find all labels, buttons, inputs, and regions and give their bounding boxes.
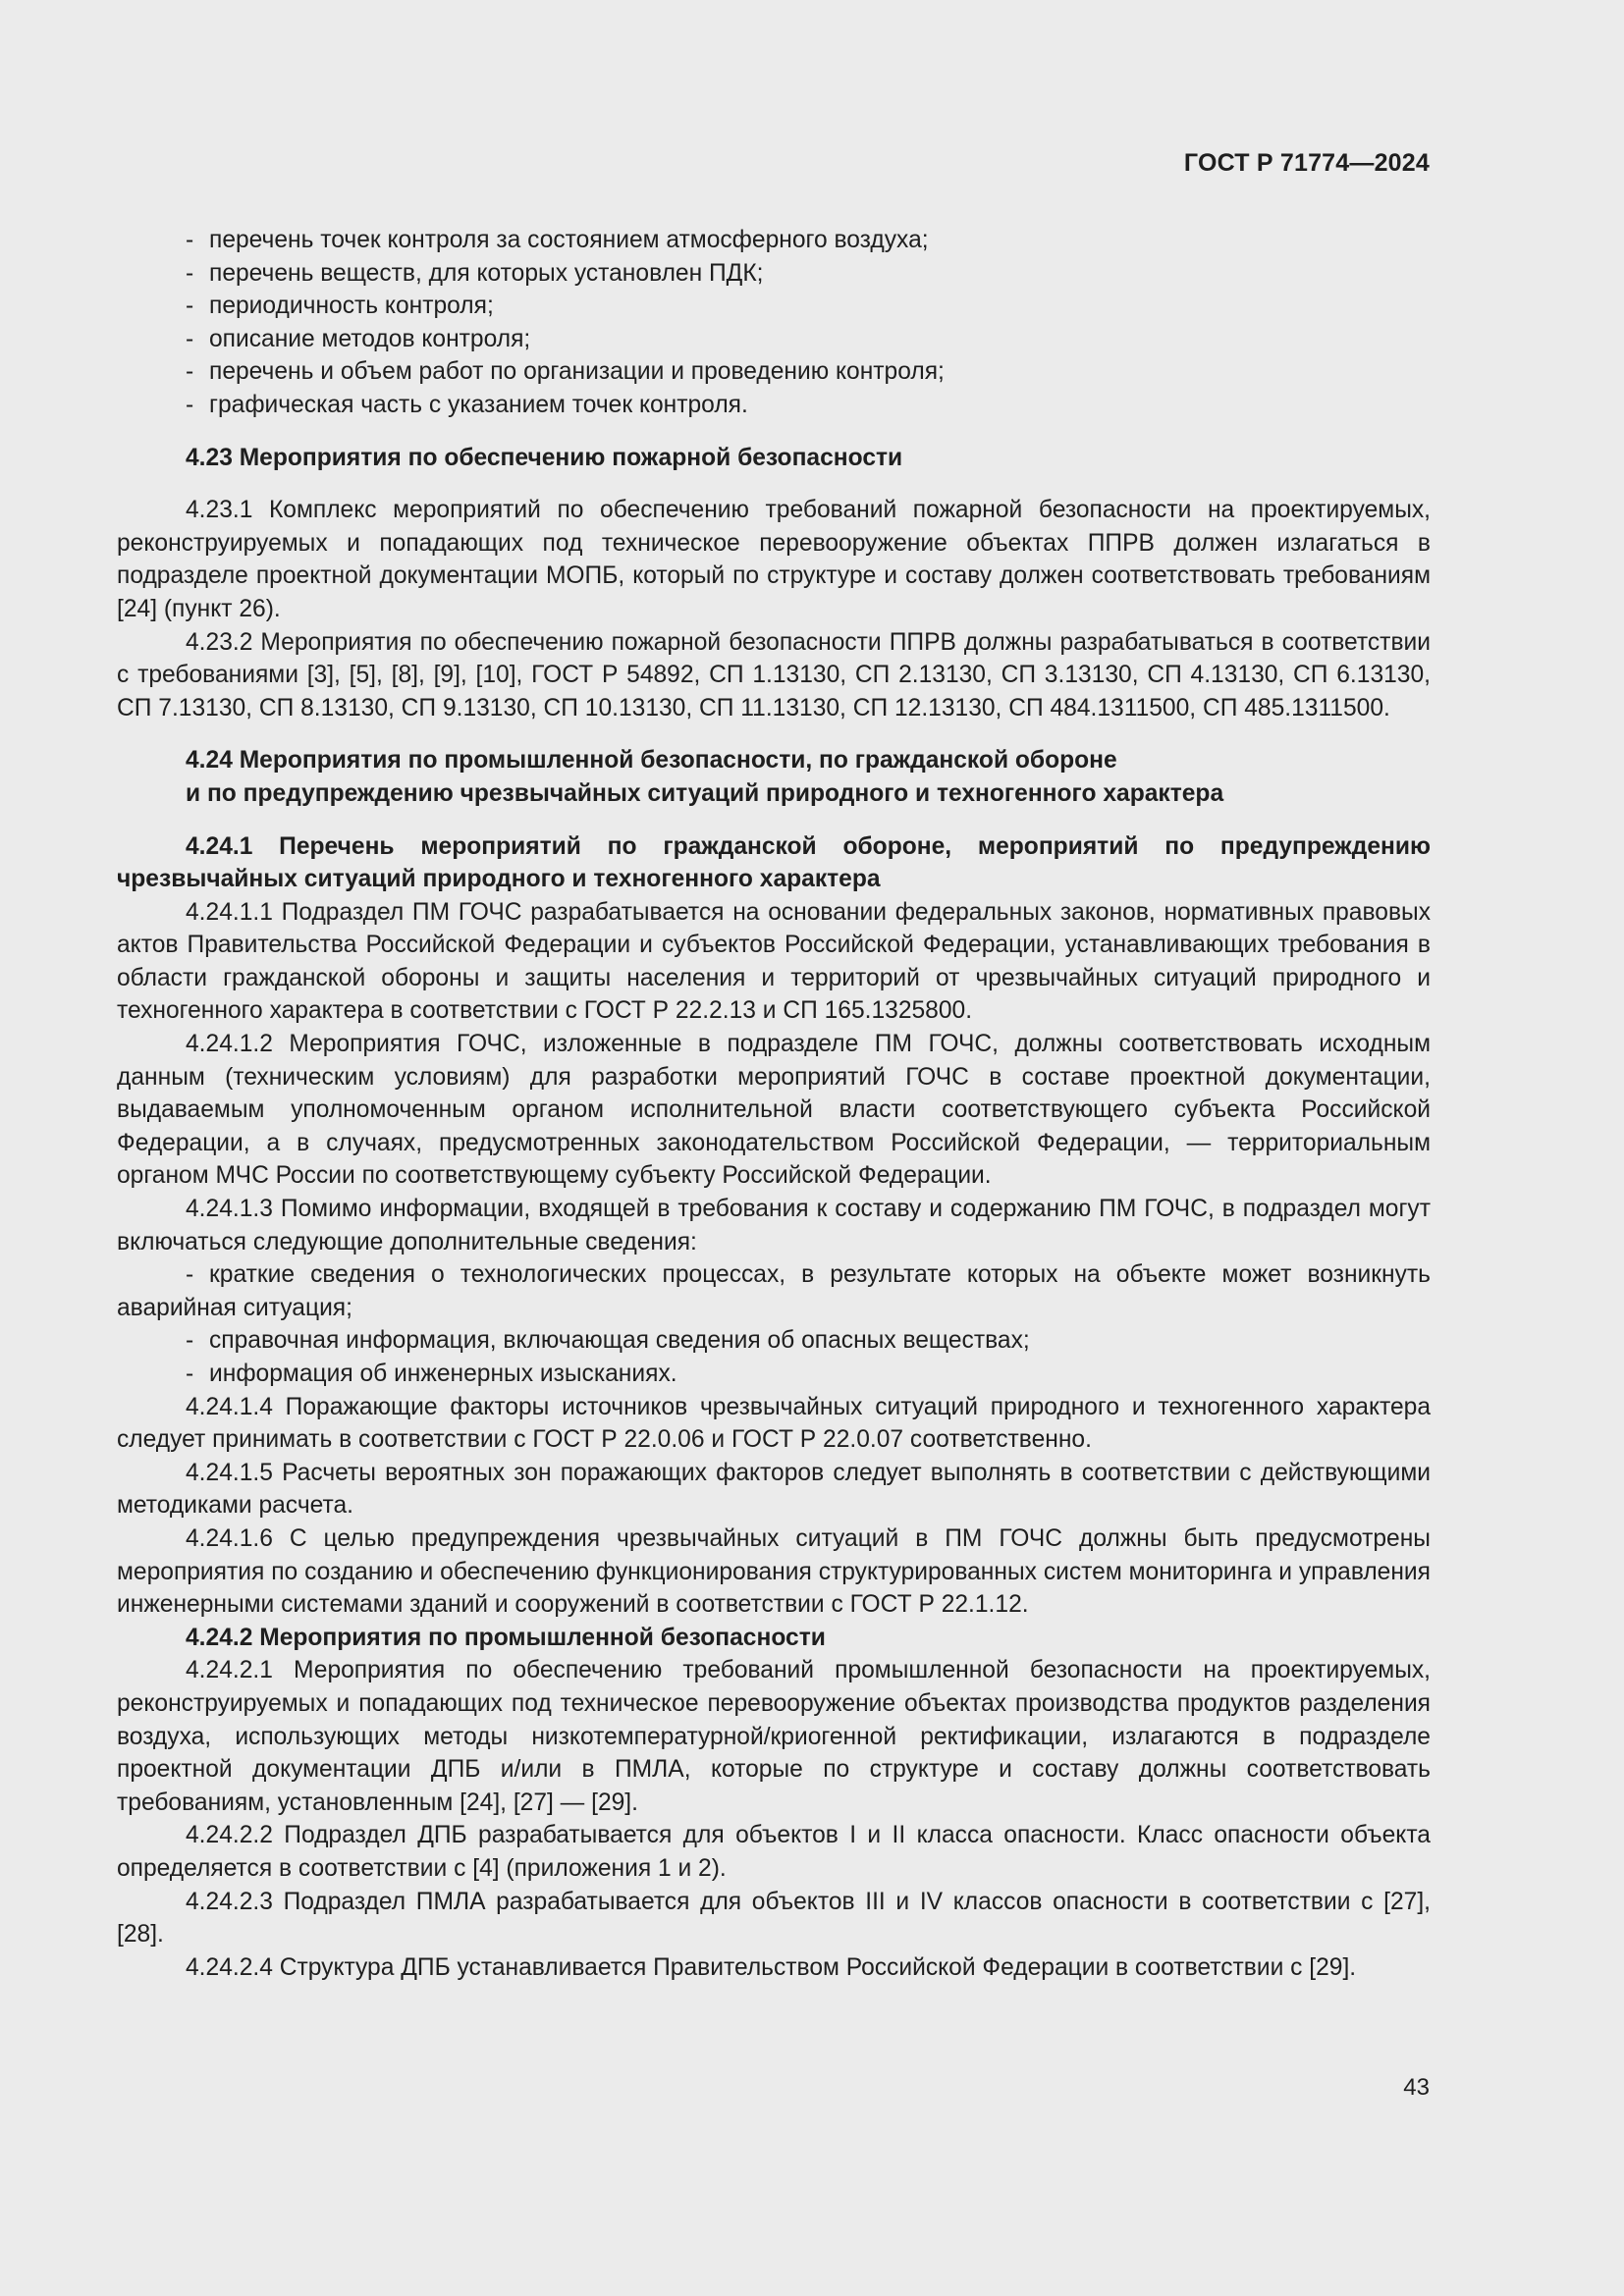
paragraph-4-24-2-1: 4.24.2.1 Мероприятия по обеспечению требований промышленной безопасности на проектируемых, реконструируемых и попадающих под техническое перевооружение объектах производства продуктов разделения воздуха, использующих методы низкотемпературной/криогенной ректификации, излагаются в подразделе проектной документации ДПБ и/или в ПМЛА, которые по структуре и составу должны соответствовать требованиям, установленным [24], [27] — [29].: [117, 1657, 1431, 1816]
list-item: - краткие сведения о технологических процессах, в результате которых на объекте может возникнуть аварийная ситуация;: [117, 1258, 1431, 1324]
dash-marker: -: [186, 1361, 194, 1387]
list-item: - описание методов контроля;: [117, 323, 1431, 356]
dash-marker: -: [186, 1327, 194, 1355]
dash-marker: -: [186, 358, 194, 386]
paragraph-4-24-1-1: 4.24.1.1 Подраздел ПМ ГОЧС разрабатывается на основании федеральных законов, нормативных правовых актов Правительства Российской Федерации и субъектов Российской Федерации, устанавливающих требования в области гражданской обороны и защиты населения и территорий от чрезвычайных ситуаций природного и техногенного характера в соответствии с ГОСТ Р 22.2.13 и СП 165.1325800.: [117, 898, 1431, 1025]
dash-marker: -: [186, 293, 194, 320]
list-item: - графическая часть с указанием точек контроля.: [117, 389, 1431, 422]
dash-marker: -: [186, 325, 194, 352]
list-item: - перечень веществ, для которых установлен ПДК;: [117, 257, 1431, 291]
paragraph-4-24-1-6: 4.24.1.6 С целью предупреждения чрезвычайных ситуаций в ПМ ГОЧС должны быть предусмотрены мероприятия по созданию и обеспечению функционирования структурированных систем мониторинга и управления инженерными системами зданий и сооружений в соответствии с ГОСТ Р 22.1.12.: [117, 1524, 1431, 1619]
section-title-4-24-line2: и по предупреждению чрезвычайных ситуаций природного и техногенного характера: [186, 779, 1224, 807]
paragraph-4-23-2: 4.23.2 Мероприятия по обеспечению пожарной безопасности ППРВ должны разрабатываться в соответствии с требованиями [3], [5], [8], [9], [10], ГОСТ Р 54892, СП 1.13130, СП 2.13130, СП 3.13130, СП 4.13130, СП 6.13130, СП 7.13130, СП 8.13130, СП 9.13130, СП 10.13130, СП 11.13130, СП 12.13130, СП 484.1311500, СП 485.1311500.: [117, 628, 1431, 721]
dash-marker: -: [186, 1261, 194, 1289]
section-title-4-24-line1: 4.24 Мероприятия по промышленной безопасности, по гражданской обороне: [186, 747, 1117, 774]
list-item: - перечень точек контроля за состоянием атмосферного воздуха;: [117, 224, 1431, 257]
dash-marker: -: [186, 227, 194, 253]
dash-marker: -: [186, 391, 194, 418]
paragraph-4-23-1: 4.23.1 Комплекс мероприятий по обеспечению требований пожарной безопасности на проектируемых, реконструируемых и попадающих под техническое перевооружение объектах ППРВ должен излагаться в подразделе проектной документации МОПБ, который по структуре и составу должен соответствовать требованиям [24] (пункт 26).: [117, 497, 1431, 622]
list-item: - информация об инженерных изысканиях.: [117, 1358, 1431, 1391]
page-number: 43: [1403, 2074, 1430, 2101]
subsection-title-4-24-1: 4.24.1 Перечень мероприятий по гражданской обороне, мероприятий по предупреждению чрезвычайных ситуаций природного и техногенного характера: [117, 832, 1431, 893]
document-body: [117, 224, 1431, 1984]
paragraph-4-24-1-3: 4.24.1.3 Помимо информации, входящей в требования к составу и содержанию ПМ ГОЧС, в подраздел могут включаться следующие дополнительные сведения:: [117, 1196, 1431, 1255]
list-item: - перечень и объем работ по организации и проведению контроля;: [117, 355, 1431, 389]
intro-list: [117, 224, 1431, 422]
paragraph-4-24-2-4: 4.24.2.4 Структура ДПБ устанавливается Правительством Российской Федерации в соответствии с [29].: [186, 1953, 1357, 1981]
paragraph-4-24-1-5: 4.24.1.5 Расчеты вероятных зон поражающих факторов следует выполнять в соответствии с действующими методиками расчета.: [117, 1459, 1431, 1520]
paragraph-4-24-2-2: 4.24.2.2 Подраздел ДПБ разрабатывается для объектов I и II класса опасности. Класс опасности объекта определяется в соответствии с [4] (приложения 1 и 2).: [117, 1822, 1431, 1882]
paragraph-4-24-1-2: 4.24.1.2 Мероприятия ГОЧС, изложенные в подразделе ПМ ГОЧС, должны соответствовать исходным данным (техническим условиям) для разработки мероприятий ГОЧС в составе проектной документации, выдаваемым уполномоченным органом исполнительной власти соответствующего субъекта Российской Федерации, а в случаях, предусмотренных законодательством Российской Федерации, — территориальным органом МЧС России по соответствующему субъекту Российской Федерации.: [117, 1031, 1431, 1190]
subsection-title-4-24-2: 4.24.2 Мероприятия по промышленной безопасности: [186, 1624, 826, 1651]
dash-marker: -: [186, 259, 194, 287]
section-title-4-23: 4.23 Мероприятия по обеспечению пожарной безопасности: [186, 444, 903, 471]
list-item: - периодичность контроля;: [117, 290, 1431, 323]
list-item: - справочная информация, включающая сведения об опасных веществах;: [117, 1324, 1431, 1358]
paragraph-4-24-2-3: 4.24.2.3 Подраздел ПМЛА разрабатывается для объектов III и IV классов опасности в соответствии с [27], [28].: [117, 1888, 1431, 1949]
paragraph-4-24-1-4: 4.24.1.4 Поражающие факторы источников чрезвычайных ситуаций природного и техногенного характера следует принимать в соответствии с ГОСТ Р 22.0.06 и ГОСТ Р 22.0.07 соответственно.: [117, 1393, 1431, 1454]
document-code-header: ГОСТ Р 71774—2024: [1183, 149, 1430, 177]
